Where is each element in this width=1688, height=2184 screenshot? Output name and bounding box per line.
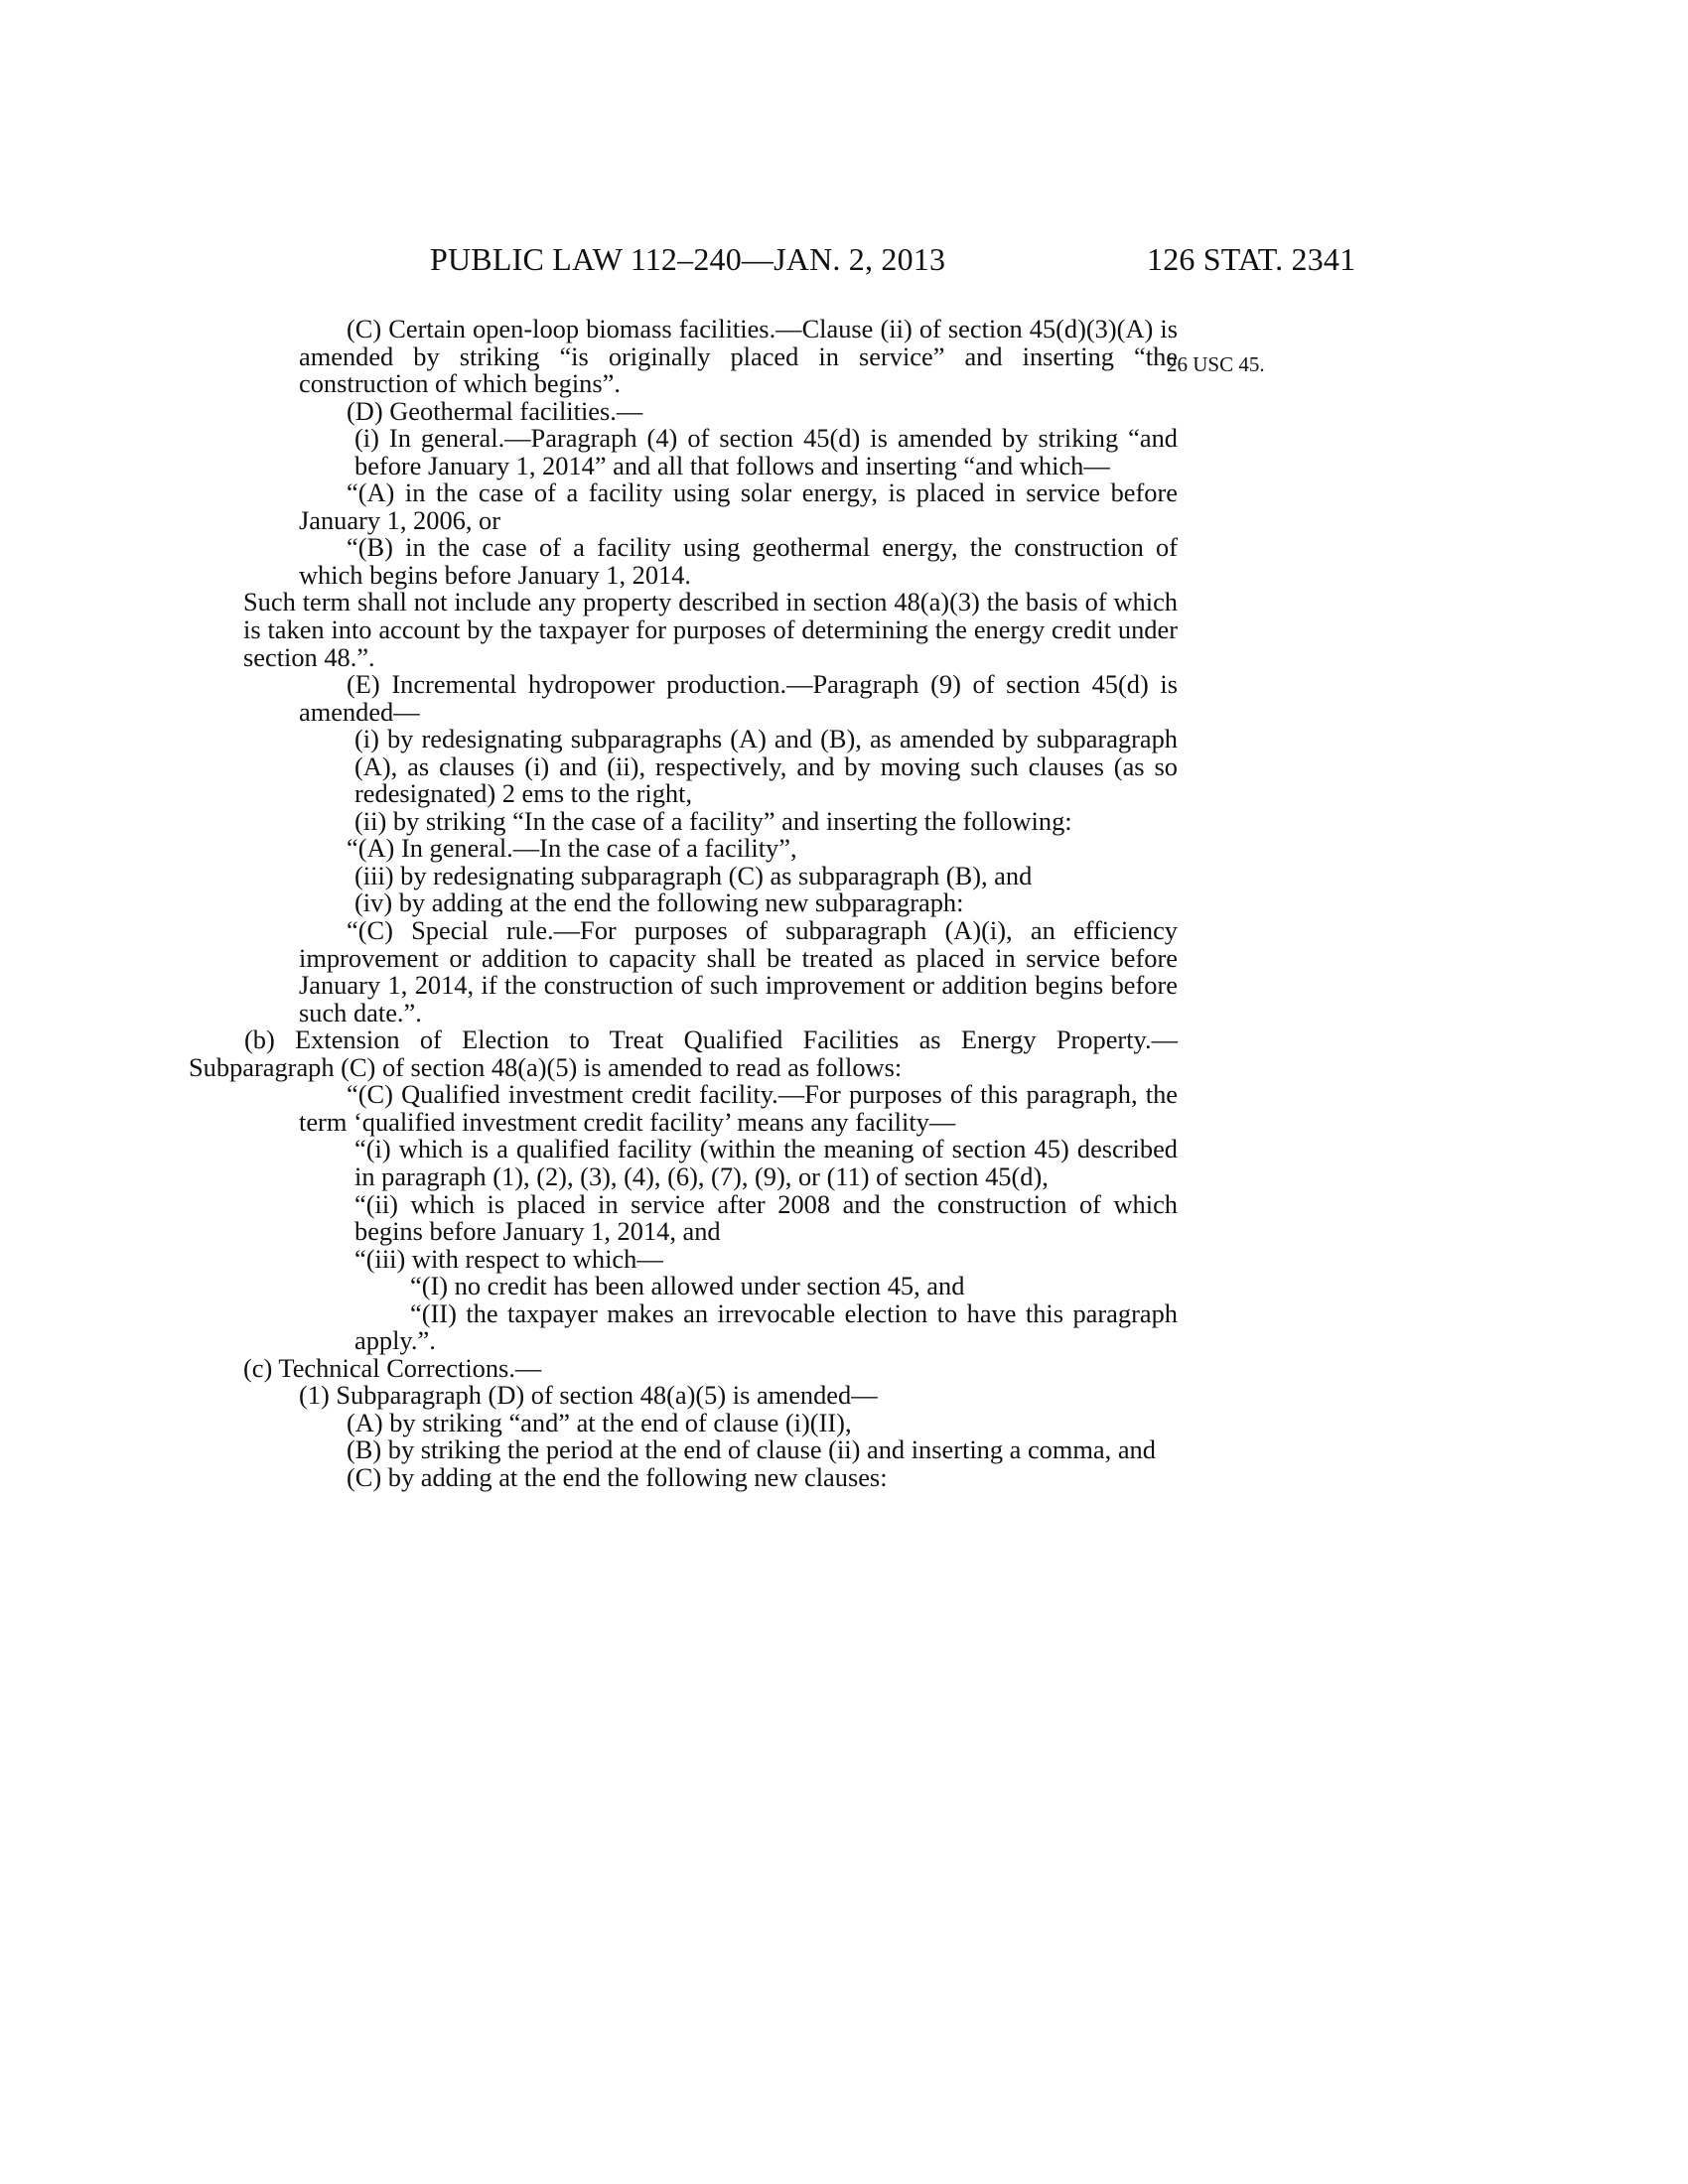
clause-i-redesignating: (i) by redesignating subparagraphs (A) and (B), as amended by subparagraph (A), as clauses (i) and (ii), respectively, and by moving such clauses (as so redesignated) 2 ems to the right, [354,724,1178,809]
page-header-right: 126 STAT. 2341 [1147,241,1356,277]
page-header-left: PUBLIC LAW 112–240—JAN. 2, 2013 [430,241,946,277]
margin-citation: 26 USC 45. [1167,352,1265,376]
subsection-c-technical: (c) Technical Corrections.— [243,1352,542,1383]
quoted-clause-ii: “(ii) which is placed in service after 2008 and the construction of which begins before January 1, 2014, and [354,1188,1178,1247]
quoted-clause-iii: “(iii) with respect to which— [354,1243,663,1274]
paragraph-d-geothermal: (D) Geothermal facilities.— [347,395,643,426]
flush-text-such-term: Such term shall not include any property described in section 48(a)(3) the basis of which is taken into account by the taxpayer for purposes of determining the energy credit under section 48.”. [243,587,1178,672]
quoted-qualified-facility: “(C) Qualified investment credit facility.—For purposes of this paragraph, the term ‘qualified investment credit facility’ means any facility— [299,1079,1178,1137]
subparagraph-a-striking-and: (A) by striking “and” at the end of clause (i)(II), [347,1407,852,1437]
clause-iii-redesignating: (iii) by redesignating subparagraph (C) as subparagraph (B), and [354,860,1033,890]
clause-iv-adding: (iv) by adding at the end the following new subparagraph: [354,887,964,918]
statute-body [189,314,1178,1492]
quoted-in-general: “(A) In general.—In the case of a facility”, [347,833,797,864]
subsection-b-extension: (b) Extension of Election to Treat Qualified Facilities as Energy Property.—Subparagraph (C) of section 48(a)(5) is amended to read as follows: [189,1024,1178,1082]
paragraph-c-open-loop: (C) Certain open-loop biomass facilities.—Clause (ii) of section 45(d)(3)(A) is amended by striking “is originally placed in service” and inserting “the construction of which begins”. [299,314,1178,399]
subparagraph-b-striking-period: (B) by striking the period at the end of clause (ii) and inserting a comma, and [347,1434,1156,1465]
quoted-subparagraph-b: “(B) in the case of a facility using geothermal energy, the construction of which begins before January 1, 2014. [299,532,1178,590]
quoted-subparagraph-a: “(A) in the case of a facility using solar energy, is placed in service before January 1, 2006, or [299,478,1178,535]
quoted-subclause-i: “(I) no credit has been allowed under section 45, and [410,1271,965,1301]
clause-i-in-general: (i) In general.—Paragraph (4) of section 45(d) is amended by striking “and before January 1, 2014” and all that follows and inserting “and which— [354,423,1178,480]
paragraph-1-subparagraph-d: (1) Subparagraph (D) of section 48(a)(5) is amended— [299,1380,878,1411]
subparagraph-c-adding: (C) by adding at the end the following new clauses: [347,1461,888,1492]
quoted-clause-i: “(i) which is a qualified facility (within the meaning of section 45) described in paragraph (1), (2), (3), (4), (6), (7), (9), or (11) of section 45(d), [354,1134,1178,1191]
quoted-special-rule: “(C) Special rule.—For purposes of subparagraph (A)(i), an efficiency improvement or addition to capacity shall be treated as placed in service before January 1, 2014, if the construction of such improvement or addition begins before such date.”. [299,915,1178,1027]
paragraph-e-hydropower: (E) Incremental hydropower production.—Paragraph (9) of section 45(d) is amended— [299,669,1178,727]
clause-ii-striking: (ii) by striking “In the case of a facility” and inserting the following: [354,805,1072,836]
quoted-subclause-ii: “(II) the taxpayer makes an irrevocable election to have this paragraph apply.”. [354,1297,1178,1356]
